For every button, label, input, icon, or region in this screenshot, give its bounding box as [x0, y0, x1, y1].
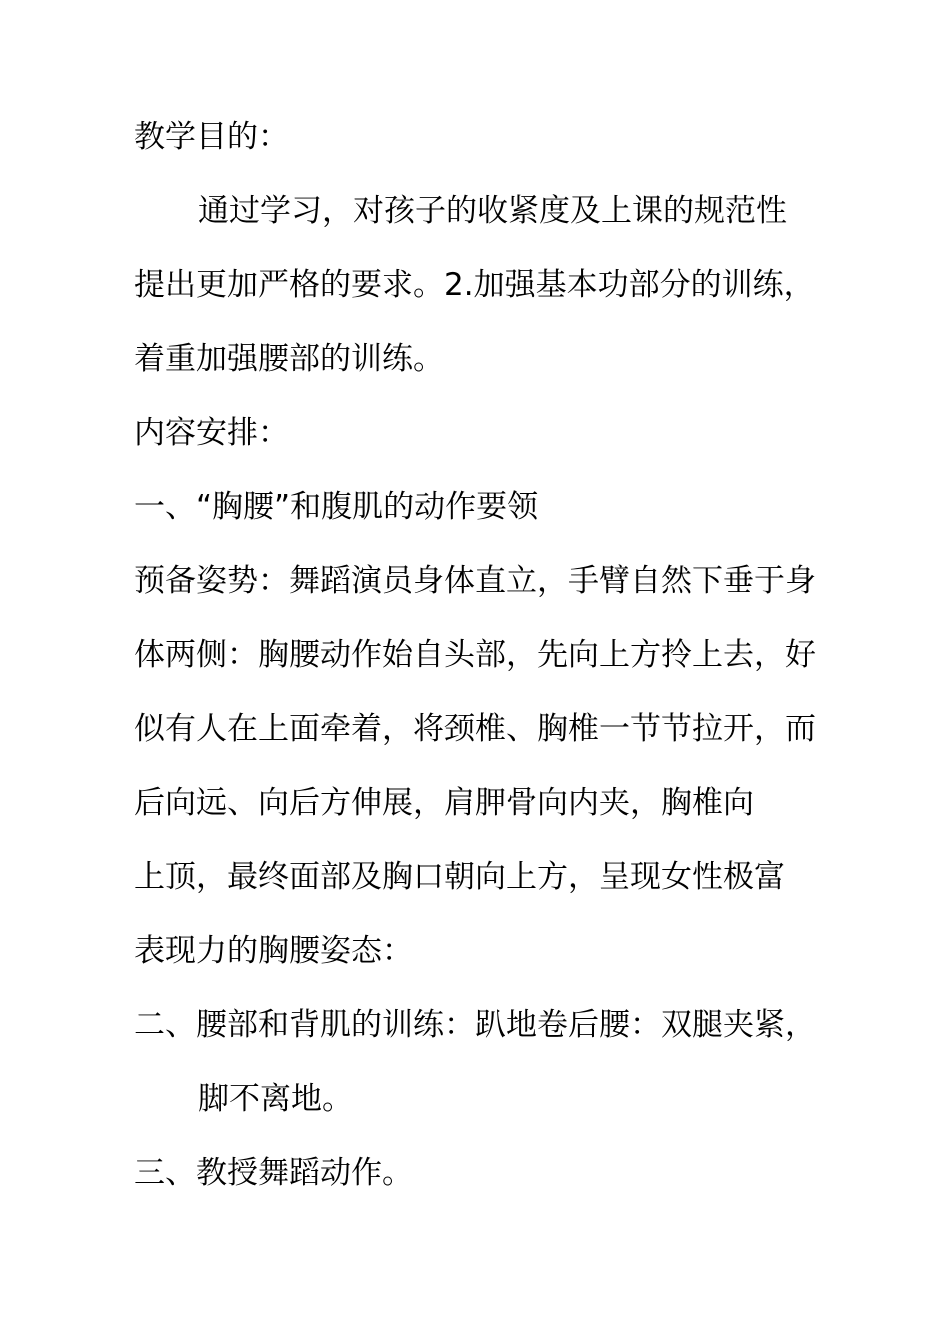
paragraph-line: 上顶，最终面部及胸口朝向上方，呈现女性极富	[134, 859, 785, 895]
paragraph-line: 体两侧：胸腰动作始自头部，先向上方拎上去，好	[134, 637, 816, 673]
section-heading-content: 内容安排：	[134, 415, 289, 451]
list-item-heading: 二、腰部和背肌的训练：趴地卷后腰：双腿夹紧，	[134, 1007, 816, 1043]
list-item-heading: 一、“胸腰”和腹肌的动作要领	[134, 489, 539, 525]
section-heading-teaching-goal: 教学目的：	[134, 119, 289, 155]
paragraph-line: 似有人在上面牵着，将颈椎、胸椎一节节拉开，而	[134, 711, 816, 747]
paragraph-line: 通过学习，对孩子的收紧度及上课的规范性	[198, 193, 787, 229]
paragraph-line: 提出更加严格的要求。2.加强基本功部分的训练，	[134, 267, 815, 303]
paragraph-line: 表现力的胸腰姿态：	[134, 933, 413, 969]
list-item-heading: 三、教授舞蹈动作。	[134, 1155, 413, 1191]
paragraph-line: 着重加强腰部的训练。	[134, 341, 444, 377]
paragraph-line: 后向远、向后方伸展，肩胛骨向内夹，胸椎向	[134, 785, 754, 821]
paragraph-line: 脚不离地。	[198, 1081, 353, 1117]
paragraph-line: 预备姿势：舞蹈演员身体直立，手臂自然下垂于身	[134, 563, 816, 599]
